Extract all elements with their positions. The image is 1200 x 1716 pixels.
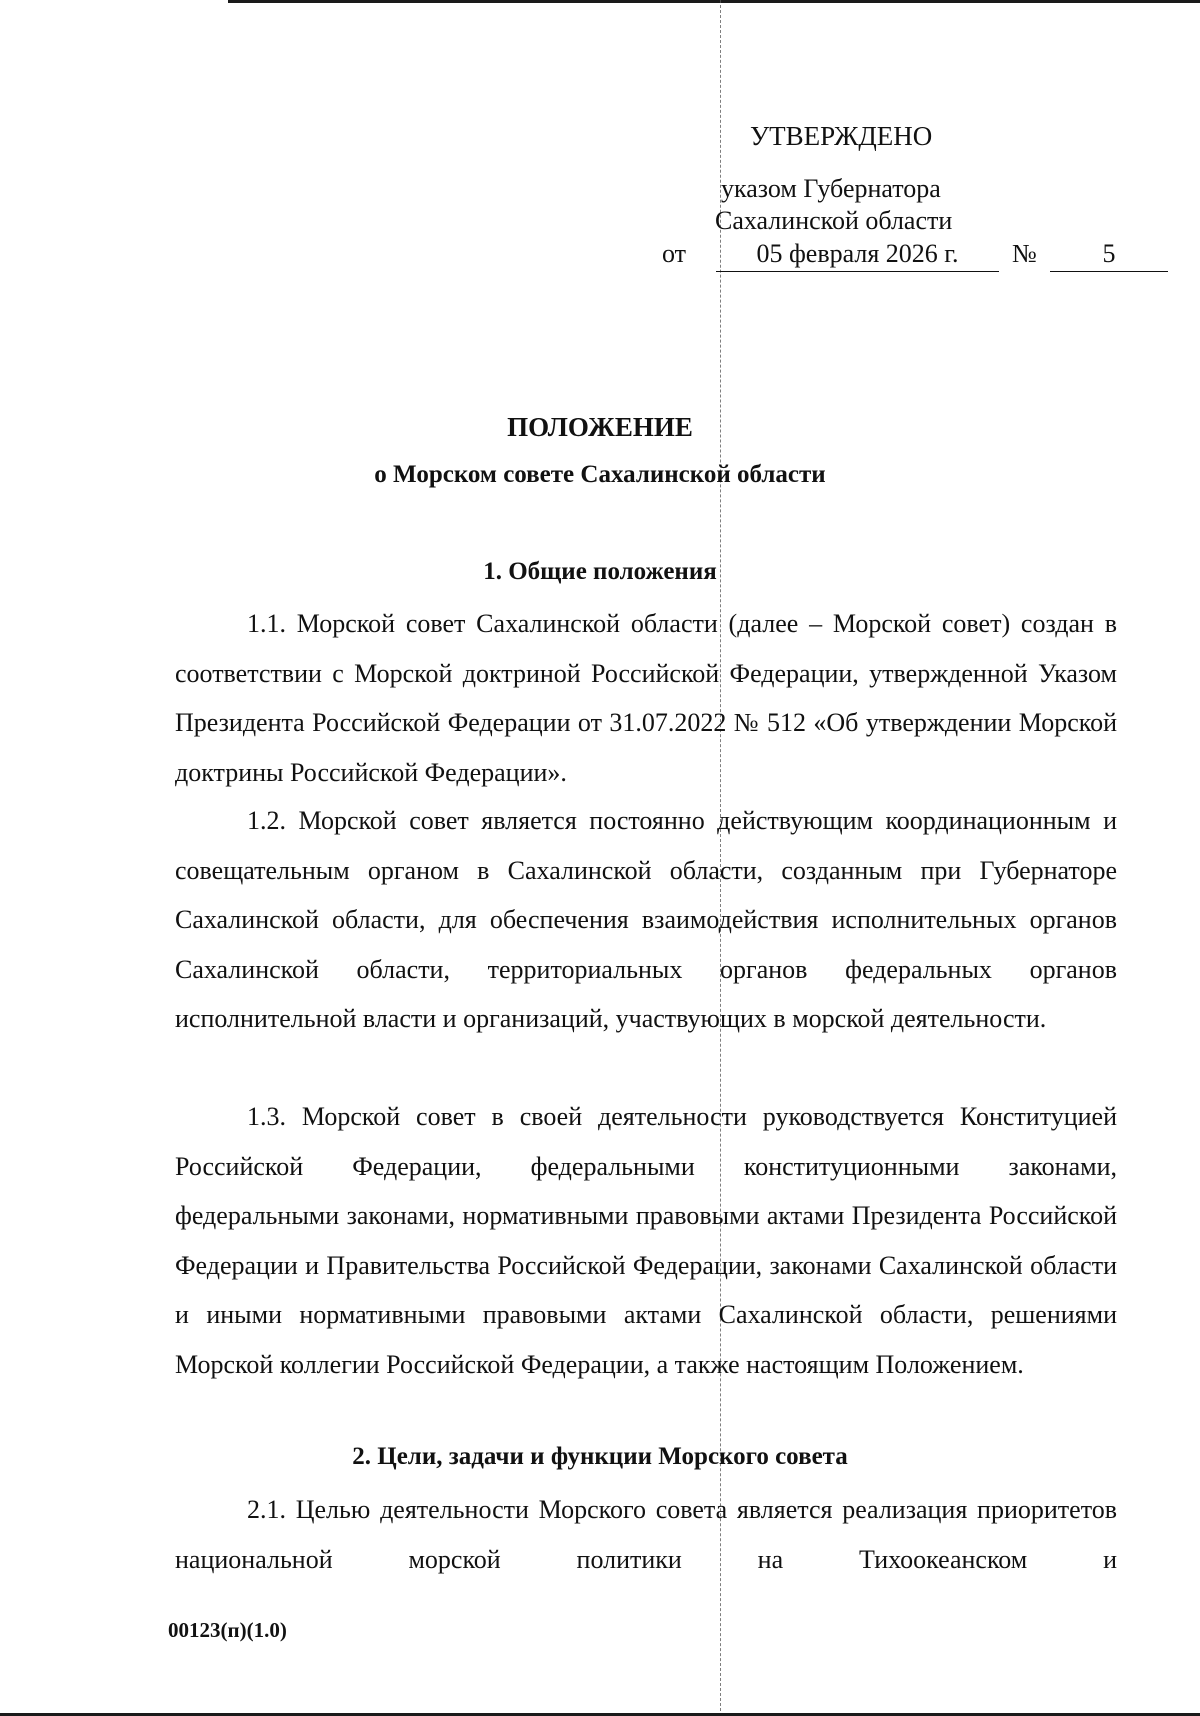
paragraph: [175, 1485, 1117, 1584]
paragraph-text: 1.2. Морской совет является постоянно действующим координационным и совещательным органом в Сахалинской области, созданным при Губернаторе Сахалинской области, для обеспечения взаимодействия исполнительных органов Сахалинской области, территориальных органов федеральных органов исполнительной власти и организаций, участвующих в морской деятельности.: [175, 806, 1117, 1033]
section-heading: 2. Цели, задачи и функции Морского совета: [352, 1443, 848, 1470]
approval-date: 05 февраля 2026 г.: [716, 237, 999, 272]
number-sign: №: [1012, 239, 1037, 268]
paragraph: [175, 1092, 1117, 1389]
approval-issuer: указом Губернатора: [721, 174, 941, 203]
approval-heading: УТВЕРЖДЕНО: [750, 121, 933, 151]
document-title: ПОЛОЖЕНИЕ: [507, 412, 693, 442]
approval-date-row: [630, 237, 1140, 273]
paragraph-text: 1.1. Морской совет Сахалинской области (далее – Морской совет) создан в соответствии с Морской доктриной Российской Федерации, утвержденной Указом Президента Российской Федерации от 31.07.2022 № 512 «Об утверждении Морской доктрины Российской Федерации».: [175, 609, 1117, 787]
document-subtitle: о Морском совете Сахалинской области: [374, 461, 826, 488]
paragraph-text: 1.3. Морской совет в своей деятельности руководствуется Конституцией Российской Федерации, федеральными конституционными законами, федеральными законами, нормативными правовыми актами Президента Российской Федерации и Правительства Российской Федерации, законами Сахалинской области и иными нормативными правовыми актами Сахалинской области, решениями Морской коллегии Российской Федерации, а также настоящим Положением.: [175, 1102, 1117, 1379]
scan-top-edge: [228, 0, 1200, 3]
approval-number: 5: [1050, 237, 1168, 272]
paragraph: [175, 599, 1117, 797]
approval-region: Сахалинской области: [715, 206, 953, 235]
paragraph-text: 2.1. Целью деятельности Морского совета является реализация приоритетов национальной морской политики на Тихоокеанском и: [175, 1495, 1117, 1574]
document-code: 00123(п)(1.0): [168, 1618, 287, 1642]
paragraph: [175, 796, 1117, 1044]
date-prefix: от: [662, 239, 687, 268]
section-heading: 1. Общие положения: [483, 558, 717, 585]
